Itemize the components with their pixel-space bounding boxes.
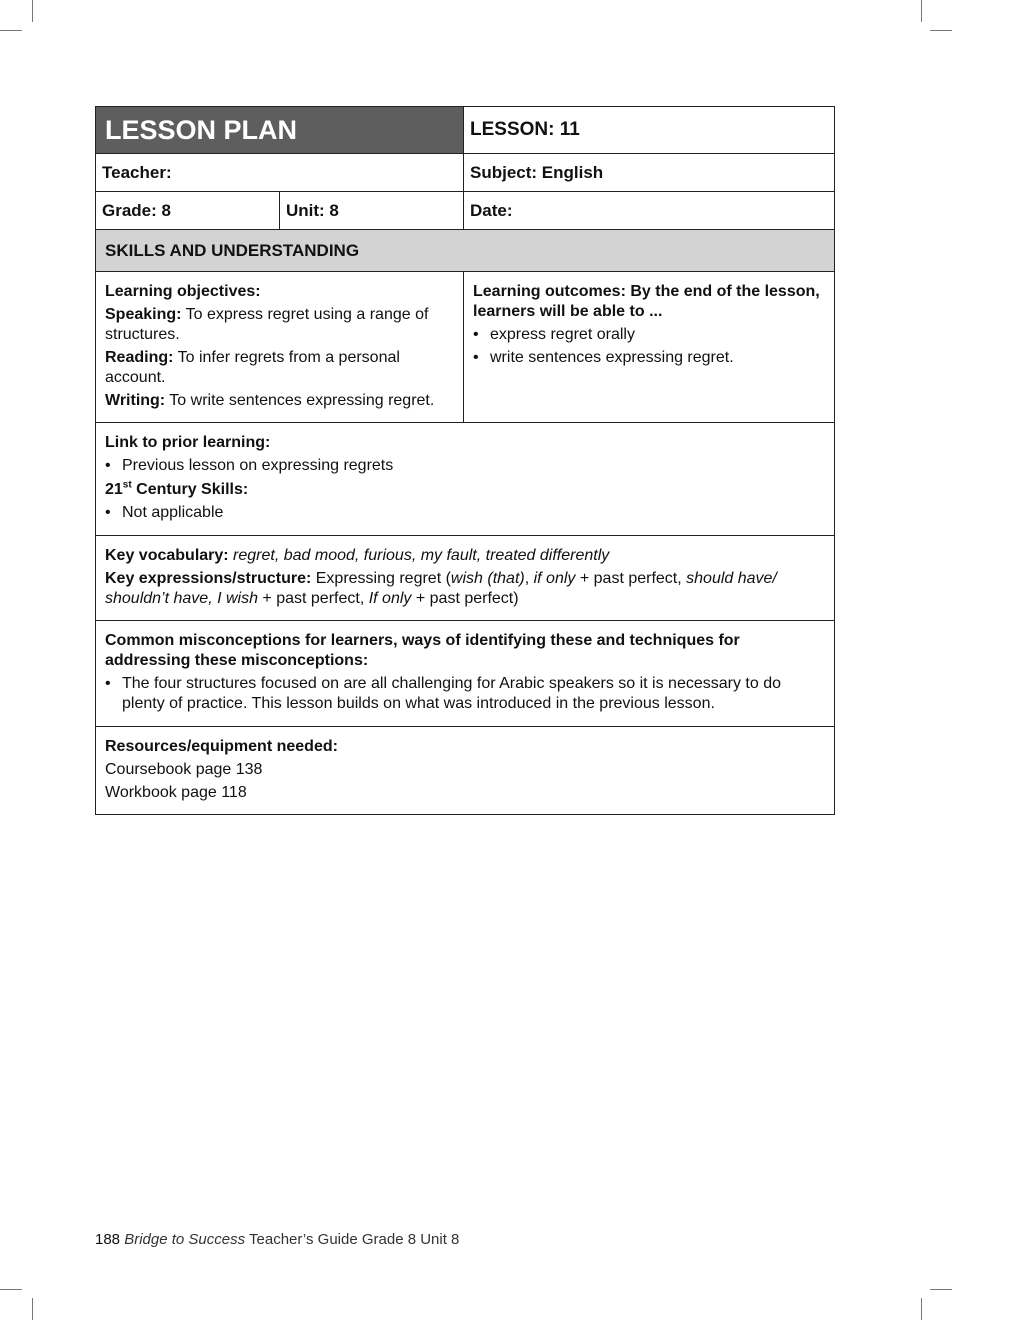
crop-mark (930, 30, 952, 31)
misconceptions-heading: Common misconceptions for learners, ways of identifying these and techniques for addressing these misconceptions: (105, 632, 740, 669)
crop-mark (0, 30, 22, 31)
crop-mark (32, 1298, 33, 1320)
grade-field: Grade: 8 (96, 192, 280, 230)
misconception-item: • The four structures focused on are all challenging for Arabic speakers so it is necessary to do plenty of practice. This lesson builds on what was introduced in the previous lesson. (105, 674, 825, 714)
prior-item: • Previous lesson on expressing regrets (105, 456, 825, 476)
unit-field: Unit: 8 (280, 192, 464, 230)
page-footer (95, 1231, 459, 1248)
key-vocabulary (96, 536, 835, 621)
objectives-heading: Learning objectives: (105, 283, 261, 300)
learning-objectives (96, 272, 464, 423)
footer-text: Teacher’s Guide Grade 8 Unit 8 (245, 1231, 460, 1248)
subject-field: Subject: English (464, 154, 835, 192)
date-field: Date: (464, 192, 835, 230)
expressions-line: Key expressions/structure: Expressing regret (wish (that), if only + past perfect, should have/ shouldn’t have, I wish + past perfect, If only + past perfect) (105, 570, 777, 607)
century-skills-heading: 21st Century Skills: (105, 479, 249, 498)
objective-reading: Reading: To infer regrets from a personal account. (105, 349, 400, 386)
crop-mark (930, 1289, 952, 1290)
misconceptions (96, 621, 835, 727)
vocabulary-line: Key vocabulary: regret, bad mood, furious, my fault, treated differently (105, 547, 610, 564)
outcome-item: • express regret orally (473, 325, 825, 345)
objective-speaking: Speaking: To express regret using a range of structures. (105, 306, 429, 343)
prior-heading: Link to prior learning: (105, 434, 271, 451)
skills-heading: SKILLS AND UNDERSTANDING (96, 230, 835, 272)
resources (96, 727, 835, 815)
crop-mark (921, 1298, 922, 1320)
resource-item: Coursebook page 138 (105, 761, 263, 778)
learning-outcomes (464, 272, 835, 423)
crop-mark (32, 0, 33, 22)
century-skills-item: • Not applicable (105, 503, 825, 523)
prior-learning (96, 423, 835, 536)
lesson-plan-title: LESSON PLAN (96, 107, 464, 154)
crop-mark (921, 0, 922, 22)
book-title: Bridge to Success (124, 1231, 246, 1248)
objective-writing: Writing: To write sentences expressing regret. (105, 392, 435, 409)
outcomes-heading: Learning outcomes: By the end of the lesson, learners will be able to ... (473, 283, 820, 320)
resource-item: Workbook page 118 (105, 784, 247, 801)
outcome-item: • write sentences expressing regret. (473, 348, 825, 368)
page-number: 188 (95, 1231, 121, 1248)
crop-mark (0, 1289, 22, 1290)
teacher-field: Teacher: (96, 154, 464, 192)
resources-heading: Resources/equipment needed: (105, 738, 338, 755)
lesson-number: LESSON: 11 (464, 107, 835, 154)
lesson-plan-table (95, 106, 835, 815)
